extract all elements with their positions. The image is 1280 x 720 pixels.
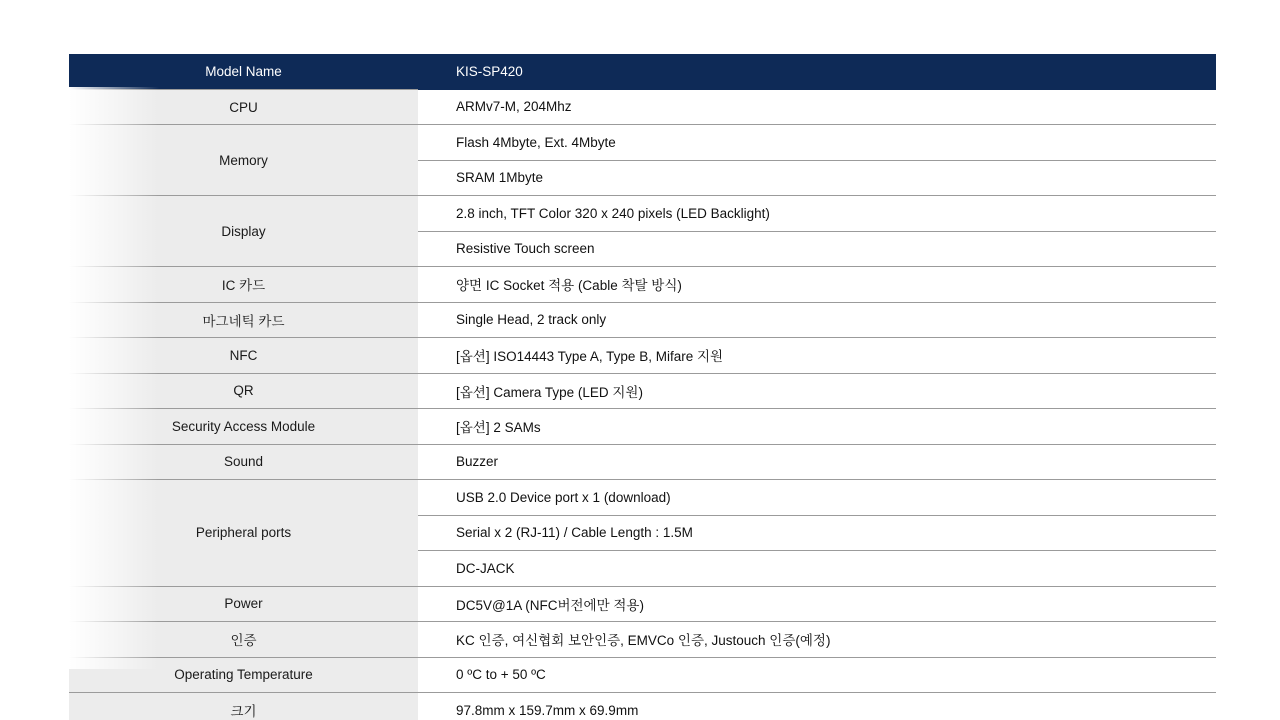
spec-label-cell: 인증: [69, 622, 418, 658]
spec-value-cell: DC5V@1A (NFC버전에만 적용): [418, 586, 1216, 622]
spec-value-cell: [옵션] ISO14443 Type A, Type B, Mifare 지원: [418, 338, 1216, 374]
table-row: [69, 196, 1216, 232]
spec-value-cell: [옵션] Camera Type (LED 지원): [418, 373, 1216, 409]
header-value-cell: KIS-SP420: [418, 54, 1216, 90]
table-row: [69, 125, 1216, 161]
spec-value-cell: Flash 4Mbyte, Ext. 4Mbyte: [418, 125, 1216, 161]
header-label-cell: Model Name: [69, 54, 418, 90]
table-row: [69, 480, 1216, 516]
spec-label-cell: Sound: [69, 444, 418, 480]
spec-label-cell: Peripheral ports: [69, 480, 418, 587]
table-row: [69, 267, 1216, 303]
spec-value-cell: [옵션] 2 SAMs: [418, 409, 1216, 445]
spec-value-cell: USB 2.0 Device port x 1 (download): [418, 480, 1216, 516]
table-row: [69, 409, 1216, 445]
table-header-row: [69, 54, 1216, 90]
spec-value-cell: Buzzer: [418, 444, 1216, 480]
spec-label-cell: NFC: [69, 338, 418, 374]
table-body: [69, 54, 1216, 720]
table-row: [69, 444, 1216, 480]
spec-label-cell: QR: [69, 373, 418, 409]
table-row: [69, 586, 1216, 622]
spec-value-cell: DC-JACK: [418, 551, 1216, 587]
spec-value-cell: 97.8mm x 159.7mm x 69.9mm: [418, 693, 1216, 720]
spec-label-cell: Security Access Module: [69, 409, 418, 445]
spec-label-cell: Display: [69, 196, 418, 267]
spec-value-cell: 2.8 inch, TFT Color 320 x 240 pixels (LED Backlight): [418, 196, 1216, 232]
spec-label-cell: 마그네틱 카드: [69, 302, 418, 338]
spec-value-cell: KC 인증, 여신협회 보안인증, EMVCo 인증, Justouch 인증(예정): [418, 622, 1216, 658]
table-row: [69, 373, 1216, 409]
spec-value-cell: ARMv7-M, 204Mhz: [418, 90, 1216, 125]
spec-label-cell: Power: [69, 586, 418, 622]
spec-value-cell: 양면 IC Socket 적용 (Cable 착탈 방식): [418, 267, 1216, 303]
spec-value-cell: Resistive Touch screen: [418, 231, 1216, 267]
spec-label-cell: Memory: [69, 125, 418, 196]
spec-value-cell: SRAM 1Mbyte: [418, 160, 1216, 196]
table-row: [69, 622, 1216, 658]
table-row: [69, 302, 1216, 338]
spec-label-cell: IC 카드: [69, 267, 418, 303]
spec-value-cell: Serial x 2 (RJ-11) / Cable Length : 1.5M: [418, 515, 1216, 551]
spec-label-cell: Operating Temperature: [69, 657, 418, 693]
spec-label-cell: 크기: [69, 693, 418, 720]
table-row: [69, 657, 1216, 693]
specification-table: [69, 54, 1216, 720]
spec-label-cell: CPU: [69, 90, 418, 125]
table-row: [69, 693, 1216, 720]
spec-value-cell: Single Head, 2 track only: [418, 302, 1216, 338]
spec-value-cell: 0 ºC to + 50 ºC: [418, 657, 1216, 693]
table-row: [69, 338, 1216, 374]
table-row: [69, 90, 1216, 125]
